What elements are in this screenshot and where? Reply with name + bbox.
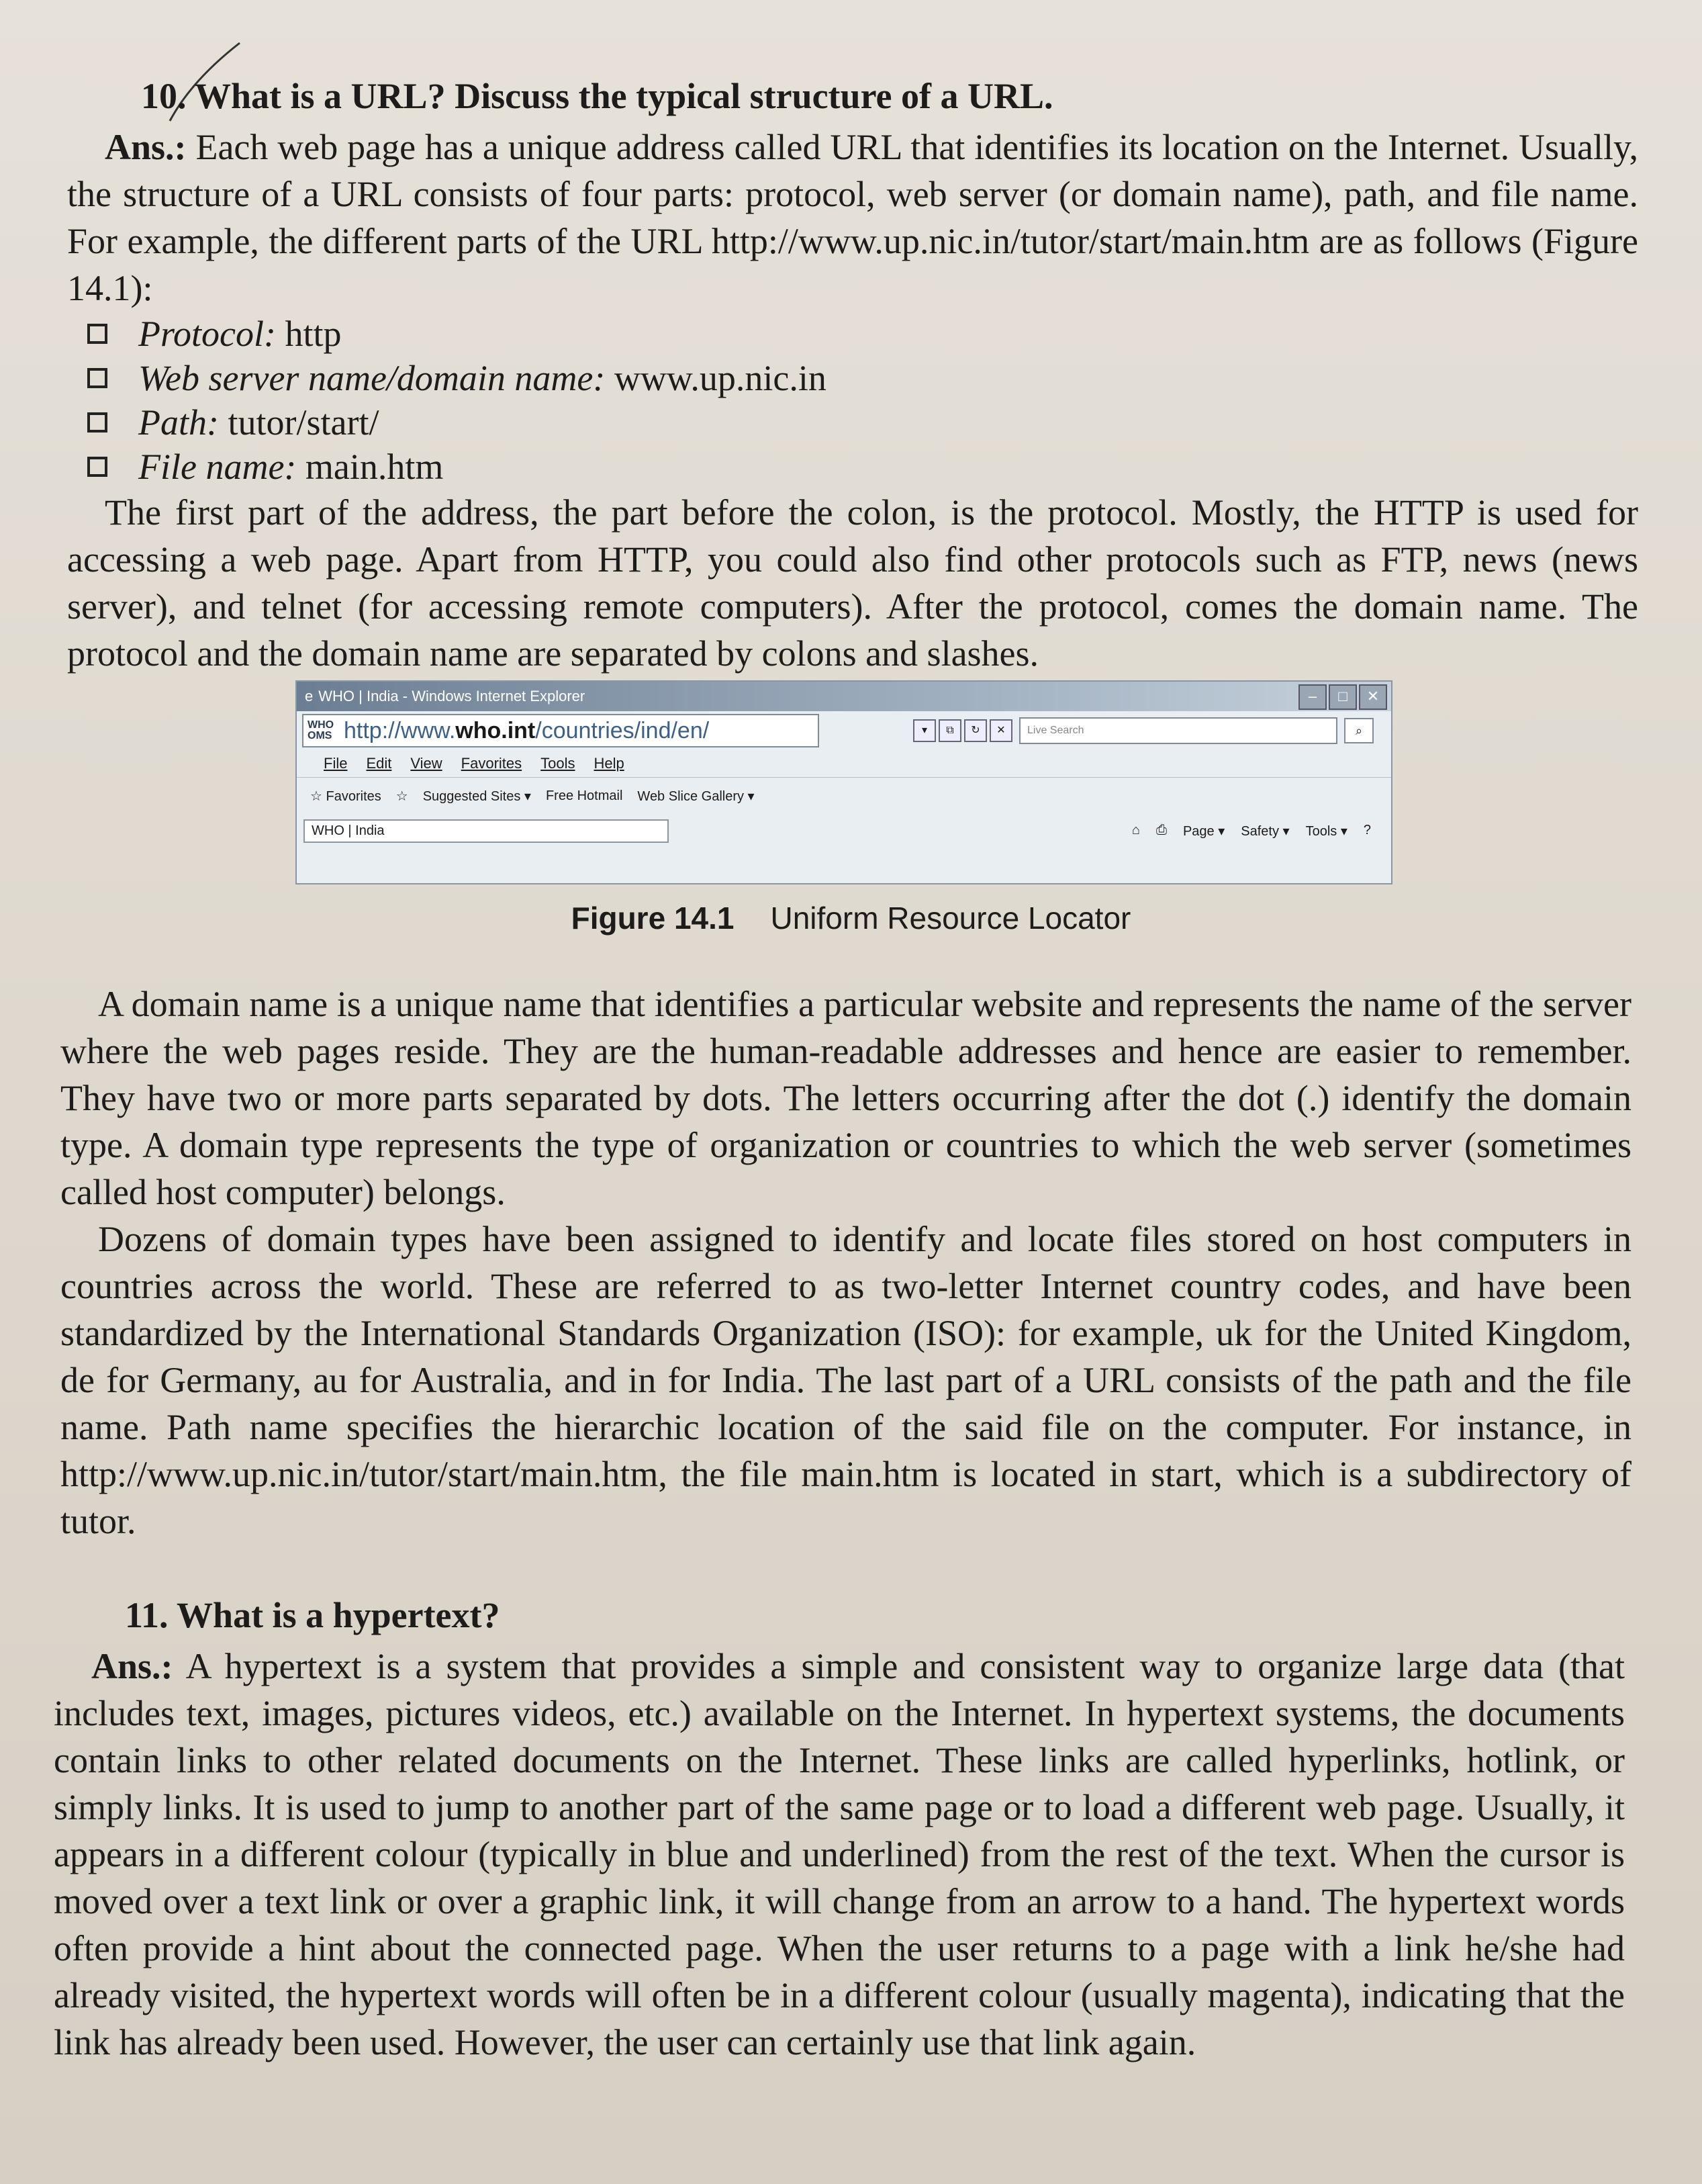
list-item: Protocol: http	[87, 312, 1638, 356]
favorites-button[interactable]: ☆ Favorites	[310, 788, 381, 804]
browser-screenshot-figure	[295, 680, 1392, 884]
safety-menu[interactable]: Safety ▾	[1241, 823, 1290, 839]
paragraph-domain-name: A domain name is a unique name that identifies a particular website and represents the name of the server where the web pages reside. They are the human-readable addresses and hence are easier to remember. They have two or more parts separated by dots. The letters occurring after the dot (.) identify the domain type. A domain type represents the type of organization or countries to which the web server (sometimes called host computer) belongs.	[60, 984, 1632, 1212]
address-row	[297, 711, 1391, 750]
menu-bar	[297, 750, 1391, 778]
browser-title-bar	[297, 682, 1391, 711]
checkbox-bullet-icon	[87, 457, 107, 477]
checkbox-bullet-icon	[87, 324, 107, 344]
list-item: Path: tutor/start/	[87, 400, 1638, 445]
free-hotmail-link[interactable]: Free Hotmail	[545, 788, 623, 803]
web-slice-gallery-link[interactable]: Web Slice Gallery ▾	[637, 788, 755, 804]
maximize-icon[interactable]: □	[1329, 684, 1357, 710]
tab-who-india[interactable]: WHO | India	[303, 819, 669, 843]
address-bar[interactable]	[302, 714, 819, 747]
menu-item-tools[interactable]: Tools	[540, 755, 575, 772]
answer-paragraph-2: The first part of the address, the part before the colon, is the protocol. Mostly, the HTTP is used for accessing a web page. Apart from HTTP, you could also find other protocols such as FTP, news (news server), and telnet (for accessing remote computers). After the protocol, comes the domain name. The protocol and the domain name are separated by colons and slashes.	[67, 492, 1638, 674]
home-icon[interactable]: ⌂	[1131, 822, 1140, 837]
tab-row	[297, 814, 1391, 848]
question-11-answer	[54, 1643, 1625, 2066]
answer-label: Ans.:	[105, 127, 187, 167]
favorites-bar	[297, 778, 1391, 814]
window-controls	[1298, 684, 1387, 710]
menu-item-help[interactable]: Help	[594, 755, 624, 772]
figure-number: Figure 14.1	[571, 901, 735, 936]
add-favorite-icon[interactable]: ☆	[395, 788, 408, 804]
site-favicon: WHO OMS	[308, 719, 334, 741]
stop-icon[interactable]: ✕	[990, 719, 1012, 742]
question-10-title: 10. What is a URL? Discuss the typical structure of a URL.	[141, 76, 1053, 116]
list-item: Web server name/domain name: www.up.nic.in	[87, 356, 1638, 400]
checkbox-bullet-icon	[87, 368, 107, 388]
answer-label: Ans.:	[91, 1646, 173, 1686]
question-11-title: 11. What is a hypertext?	[125, 1595, 500, 1635]
tools-menu[interactable]: Tools ▾	[1305, 823, 1348, 839]
list-item: File name: main.htm	[87, 445, 1638, 489]
answer-paragraph-hypertext: A hypertext is a system that provides a simple and consistent way to organize large data (that includes text, images, pictures videos, etc.) available on the Internet. In hypertext systems, the documents contain links to other related documents on the Internet. These links are called hyperlinks, hotlink, or simply links. It is used to jump to another part of the same page or to load a different web page. Usually, it appears in a different colour (typically in blue and underlined) from the rest of the text. When the cursor is moved over a text link or over a graphic link, it will change from an arrow to a hand. The hypertext words often provide a hint about the connected page. When the user returns to a page with a link he/she had already visited, the hypertext words will often be in a different colour (usually magenta), indicating that the link has already been used. However, the user can certainly use that link again.	[54, 1646, 1625, 2062]
checkbox-bullet-icon	[87, 412, 107, 433]
figure-caption-text: Uniform Resource Locator	[770, 901, 1131, 936]
suggested-sites-button[interactable]: Suggested Sites ▾	[422, 788, 531, 804]
menu-item-view[interactable]: View	[410, 755, 442, 772]
question-11	[54, 1592, 1625, 2066]
browser-window-title: WHO | India - Windows Internet Explorer	[318, 688, 585, 704]
help-icon[interactable]: ?	[1363, 822, 1371, 837]
figure-caption	[0, 900, 1702, 936]
menu-item-file[interactable]: File	[324, 755, 348, 772]
dropdown-icon[interactable]: ▾	[913, 719, 936, 742]
close-icon[interactable]: ✕	[1359, 684, 1387, 710]
menu-item-edit[interactable]: Edit	[366, 755, 392, 772]
url-parts-list	[67, 312, 1638, 489]
page-menu[interactable]: Page ▾	[1182, 823, 1225, 839]
compat-icon[interactable]: ⧉	[939, 719, 961, 742]
url-suffix: /countries/ind/en/	[535, 717, 710, 743]
command-bar	[1132, 823, 1371, 839]
search-icon[interactable]: ⌕	[1344, 718, 1374, 743]
print-icon[interactable]: ⎙	[1155, 822, 1167, 837]
search-placeholder: Live Search	[1027, 725, 1084, 736]
paragraph-domain-types: Dozens of domain types have been assigned to identify and locate files stored on host computers in countries across the world. These are referred to as two-letter Internet country codes, and have been standardized by the International Standards Organization (ISO): for example, uk for the United Kingdom, de for Germany, au for Australia, and in for India. The last part of a URL consists of the path and the file name. Path name specifies the hierarchic location of the said file on the computer. For instance, in http://www.up.nic.in/tutor/start/main.htm, the file main.htm is located in start, which is a subdirectory of tutor.	[60, 1219, 1632, 1541]
answer-paragraph-1: Each web page has a unique address called URL that identifies its location on the Internet. Usually, the structure of a URL consists of four parts: protocol, web server (or domain name), path, and file name. For example, the different parts of the URL http://www.up.nic.in/tutor/start/main.htm are as follows (Figure 14.1):	[67, 127, 1638, 308]
question-10	[67, 73, 1638, 677]
question-10-answer	[67, 124, 1638, 312]
address-buttons	[913, 719, 1012, 742]
ie-logo-icon: e	[305, 688, 314, 704]
url-domain: who.int	[455, 717, 536, 743]
minimize-icon[interactable]: –	[1298, 684, 1327, 710]
url-prefix: http://www.	[344, 717, 456, 743]
refresh-icon[interactable]: ↻	[964, 719, 987, 742]
domain-name-section	[60, 981, 1632, 1545]
menu-item-favorites[interactable]: Favorites	[461, 755, 522, 772]
search-input[interactable]	[1019, 717, 1337, 744]
